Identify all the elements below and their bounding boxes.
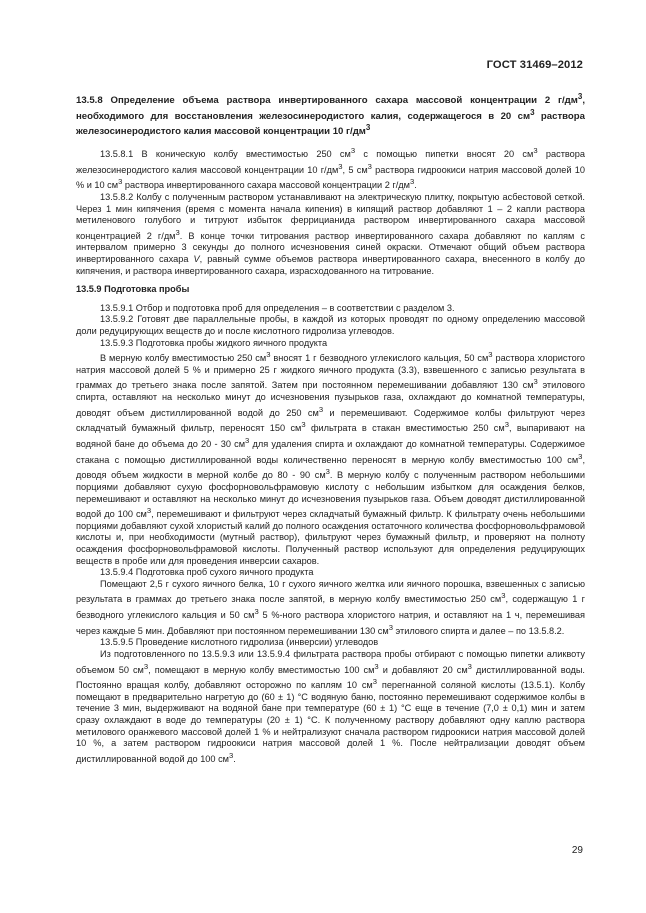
paragraph-p13591: 13.5.9.1 Отбор и подготовка проб для определения – в соответствии с разделом 3. <box>100 302 455 313</box>
paragraph-p13593: 13.5.9.3 Подготовка пробы жидкого яичного продукта <box>100 337 328 348</box>
paragraph-p13594b: Помещают 2,5 г сухого яичного белка, 10 г сухого яичного желтка или яичного порошка, взвешенных с записью результата в граммах до третьего знака после запятой, в мерную колбу вместимостью 250 $см^3$, содержащую 1 г безводного углекислого кальция и 50 $см^3$ 5 %-ного раствора хлористого натрия, и оставляют на 1 ч, перемешивая через каждые 5 мин. Добавляют при постоянном перемешивании 130 $см^3$ этилового спирта и далее – по 13.5.8.2. <box>76 578 585 636</box>
paragraph-p13594: 13.5.9.4 Подготовка проб сухого яичного продукта <box>100 567 314 578</box>
paragraph-p13595: 13.5.9.5 Проведение кислотного гидролиза (инверсии) углеводов <box>100 637 379 648</box>
paragraph-s1359: 13.5.9 Подготовка пробы <box>76 284 190 295</box>
paragraph-p13593b: В мерную колбу вместимостью 250 $см^3$ вносят 1 г безводного углекислого кальция, 50 $см^3$ раствора хлористого натрия массовой долей 5 % и примерно 25 г жидкого яичного продукта (3.3), взвешенного с записью результата в граммах до третьего знака после запятой. Затем при постоянном перемешивании добавляют 130 $см^3$ этилового спирта, оставляют на несколько минут до исчезновения пузырьков газа, охлаждают до комнатной температуры, доводят объем дистиллированной водой до 250 $см^3$ и перемешивают. Содержимое колбы фильтруют через складчатый бумажный фильтр, переносят 150 $см^3$ фильтрата в стакан вместимостью 250 $см^3$, выпаривают на водяной бане до объема до 20 - 30 $см^3$ для удаления спирта и охлаждают до комнатной температуры. Содержимое стакана с помощью дистиллированной воды количественно переносят в мерную колбу вместимостью 100 $см^3$, доводя объем жидкости в мерной колбе до 80 - 90 $см^3$. В мерную колбу с полученным раствором небольшими порциями добавляют сухую фосфорновольфрамовую кислоту с небольшим избытком для осаждения белков, перемешивают и оставляют на несколько минут до исчезновения пузырьков газа. Объем доводят дистиллированной водой до 100 $см^3$, перемешивают и фильтруют через складчатый бумажный фильтр. К фильтрату очень небольшими порциями добавляют сухой хлористый калий до полного осаждения остаточного количества фосфорновольфрамовой кислоты и, при необходимости (мутный раствор), фильтруют через бумажный фильтр, и проверяют на полноту осаждения фосфорновольфрамовой кислоты. Полученный раствор используют для определения редуцирующих веществ в пробе или для проведения инверсии сахаров. <box>76 350 586 566</box>
paragraph-s1358: 13.5.8 Определение объема раствора инвертированного сахара массовой концентрации 2 $г/дм^3$, необходимого для восстановления железосинеродистого калия, содержащегося в 20 $см^3$ раствора железосинеродистого калия массовой концентрации 10 $г/дм^3$ <box>76 92 585 138</box>
document-number: ГОСТ 31469–2012 <box>486 59 583 71</box>
paragraph-p13592: 13.5.9.2 Готовят две параллельные пробы, в каждой из которых проводят по одному определению массовой доли редуцирующих веществ до и после кислотного гидролиза углеводов. <box>76 314 585 337</box>
paragraph-p13581: 13.5.8.1 В коническую колбу вместимостью 250 $см^3$ с помощью пипетки вносят 20 $см^3$ раствора железосинеродистого калия массовой концентрации 10 $г/дм^3$, 5 $см^3$ раствора гидроокиси натрия массовой долей 10 % и 10 $см^3$ раствора инвертированного сахара массовой концентрации 2 $г/дм^3$. <box>76 146 586 191</box>
document-body <box>76 91 585 766</box>
paragraph-p13582: 13.5.8.2 Колбу с полученным раствором устанавливают на электрическую плитку, покрытую асбестовой сеткой. Через 1 мин кипячения (время с момента начала кипения) в кипящий раствор добавляют 1 – 2 капли раствора метиленового голубого и титруют избыток феррицианида раствором инвертированного сахара массовой концентрацией 2 $г/дм^3$. В конце точки титрования раствор инвертированного сахара добавляют по каплям с интервалом примерно 3 секунды до полного исчезновения синей окраски. Отмечают общий объем раствора инвертированного сахара V, равный сумме объемов раствора инвертированного сахара, внесенного в колбу до кипячения, и раствора инвертированного сахара, израсходованного на титрование. <box>76 192 586 276</box>
paragraph-p13595b: Из подготовленного по 13.5.9.3 или 13.5.9.4 фильтрата раствора пробы отбирают с помощью пипетки аликвоту объемом 50 $см^3$, помещают в мерную колбу вместимостью 100 $см^3$ и добавляют 20 $см^3$ дистиллированной воды. Постоянно вращая колбу, добавляют осторожно по каплям 10 $см^3$ перегнанной соляной кислоты (13.5.1). Колбу помещают в предварительно нагретую до (60 ± 1) °С водяную баню, постоянно перемешивают содержимое колбы в течение 3 мин, выдерживают на водяной бане при температуре (60 ± 1) °С еще в течение (7,0 ± 0,1) мин и затем сразу охлаждают в воде до температуры (20 ± 1) °С. К полученному раствору добавляют одну каплю раствора метилового оранжевого массовой долей 1 % и нейтрализуют сначала раствором гидроокиси натрия массовой долей 10 %, а затем раствором гидроокиси натрия массовой долей 1 %. После нейтрализации доводят объем дистиллированной водой до 100 $см^3$. <box>76 648 586 764</box>
page-number: 29 <box>571 845 583 856</box>
